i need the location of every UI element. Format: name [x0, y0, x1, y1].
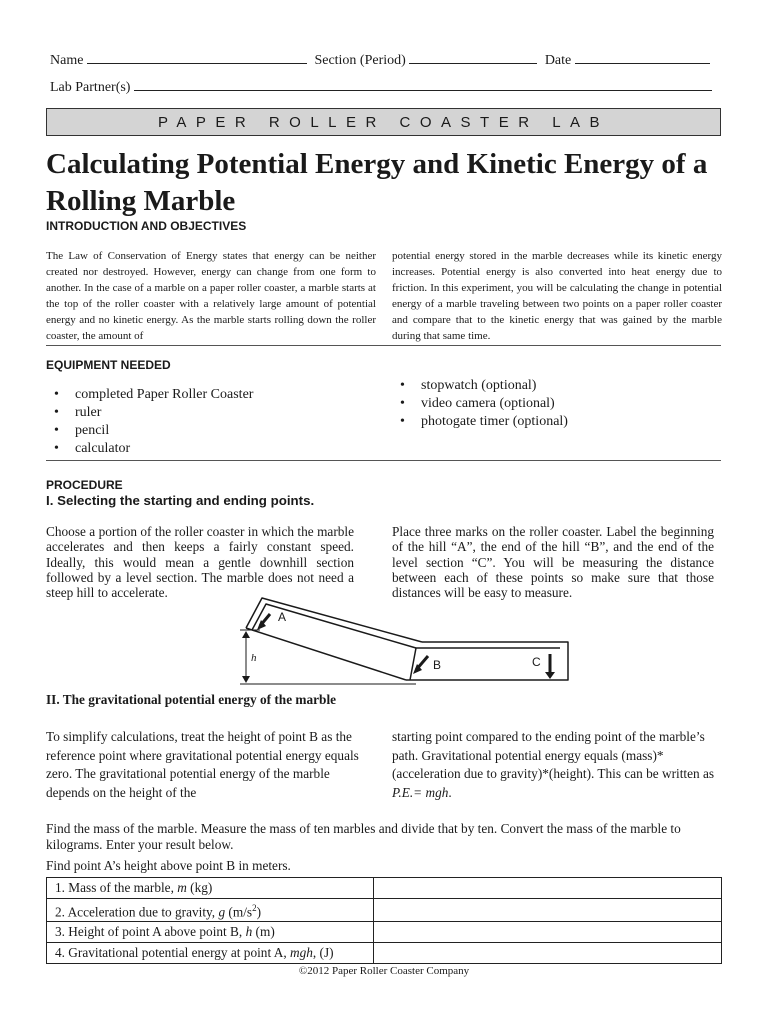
step1-col2: Place three marks on the roller coaster. Label the beginning of the hill “A”, the end of the hill “B”, and the end of the level section “C”. You will be measuring the distance between each of these points so make sure that those distances will be easy to measure. [392, 524, 714, 601]
track-slope-inner [252, 604, 416, 648]
track-slope-top [246, 598, 422, 642]
row-height-label: 3. Height of point A above point B, h (m) [47, 922, 374, 943]
list-item: • photogate timer (optional) [392, 413, 722, 431]
row-gravity-label: 2. Acceleration due to gravity, g $(m/s^2)$ [47, 899, 374, 922]
list-item: • pencil [46, 422, 376, 440]
label-h: h [251, 652, 257, 664]
divider-2 [46, 460, 721, 461]
intro-heading: INTRODUCTION AND OBJECTIVES [46, 219, 247, 233]
row-energy-label: 4. Gravitational potential energy at point A, mgh, (J) [47, 943, 374, 964]
partner-row [50, 78, 730, 96]
track-slope-bottom [246, 628, 406, 680]
table-row [47, 878, 722, 899]
step2-title: II. The gravitational potential energy of the marble [46, 692, 337, 707]
instruction-mass: Find the mass of the marble. Measure the mass of ten marbles and divide that by ten. Convert the mass of the marble to kilograms. Enter your result below. [46, 821, 681, 852]
list-item: • calculator [46, 440, 376, 458]
equipment-list-1 [46, 386, 376, 458]
footer-copyright: ©2012 Paper Roller Coaster Company [298, 965, 470, 977]
pe-formula: P.E.= mgh [392, 784, 449, 800]
equipment-list-2 [392, 377, 722, 431]
results-table [46, 877, 722, 964]
intro-col2: potential energy stored in the marble decreases while its kinetic energy increases. Potential energy is also converted into heat energy due to friction. In this experiment, you will be calculating the change in potential energy of a marble traveling between two points on a paper roller coaster and compare that to the kinetic energy that was gained by the marble during that same time. [392, 250, 722, 342]
divider-1 [46, 345, 721, 346]
equipment-heading: EQUIPMENT NEEDED [46, 358, 171, 372]
lab-banner: PAPER ROLLER COASTER LAB [46, 108, 721, 136]
procedure-heading: PROCEDURE [46, 478, 123, 492]
row-mass-label: 1. Mass of the marble, m (kg) [47, 878, 374, 899]
section-field[interactable] [409, 51, 537, 64]
partner-field[interactable] [134, 78, 712, 91]
page-title: Calculating Potential Energy and Kinetic Energy of a Rolling Marble [46, 148, 708, 217]
partner-label: Lab Partner(s) [50, 80, 131, 95]
step2-col2 [392, 728, 722, 802]
name-row [50, 51, 730, 69]
name-field[interactable] [87, 51, 307, 64]
section-label: Section (Period) [314, 53, 406, 68]
roller-coaster-diagram [230, 590, 580, 690]
table-row [47, 943, 722, 964]
step2-col1: To simplify calculations, treat the height of point B as the reference point where gravitational potential energy equals zero. The gravitational potential energy of the marble depends on the height of the [46, 729, 359, 800]
step2-col2-end: . [448, 784, 452, 800]
table-row [47, 899, 722, 922]
label-a: A [278, 610, 287, 624]
row-mass-input[interactable] [374, 878, 722, 899]
table-row [47, 922, 722, 943]
date-label: Date [544, 53, 572, 68]
step1-title: I. Selecting the starting and ending points. [46, 493, 315, 508]
list-item: • ruler [46, 404, 376, 422]
intro-col1: The Law of Conservation of Energy states that energy can be neither created nor destroyed. However, energy can change from one form to another. In the case of a marble on a paper roller coaster, a marble starts at the top of the roller coaster with a relatively large amount of potential energy and no kinetic energy. As the marble starts rolling down the roller coaster, the amount of [46, 250, 376, 342]
step1-col1: Choose a portion of the roller coaster in which the marble accelerates and then keeps a fairly constant speed. Ideally, this would mean a gentle downhill section followed by a level section. The marble does not need a steep hill to accelerate. [46, 524, 354, 601]
list-item: • video camera (optional) [392, 395, 722, 413]
instruction-height: Find point A’s height above point B in meters. [46, 858, 291, 873]
row-gravity-input[interactable] [374, 899, 722, 922]
row-energy-input[interactable] [374, 943, 722, 964]
row-height-input[interactable] [374, 922, 722, 943]
label-b: B [433, 658, 442, 672]
list-item: • stopwatch (optional) [392, 377, 722, 395]
label-c: C [532, 655, 541, 669]
name-label: Name [50, 53, 84, 68]
list-item: • completed Paper Roller Coaster [46, 386, 376, 404]
step2-col2-text: starting point compared to the ending point of the marble’s path. Gravitational potential energy equals (mass)*(acceleration due to gravity)*(height). This can be written as [392, 729, 715, 781]
date-field[interactable] [575, 51, 710, 64]
